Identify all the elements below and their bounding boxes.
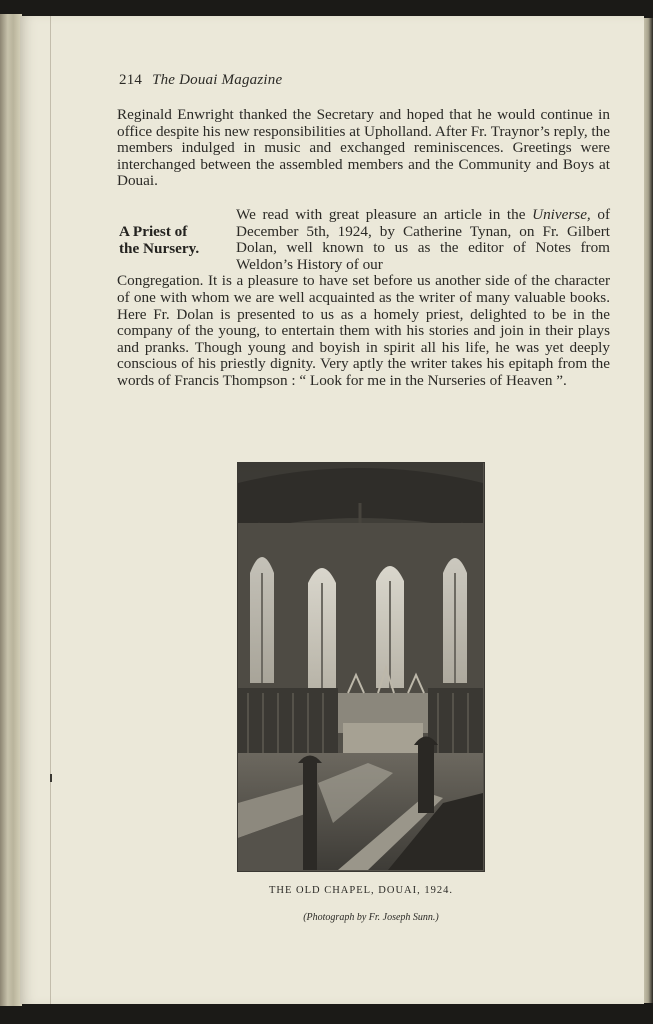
book-edge-left <box>0 14 22 1006</box>
paragraph-2-after-italic: of December 5th, 1924, by Catherine Tynan, on Fr. Gilbert Dolan, well known to us as the editor of Notes from Weldon’s History of our <box>236 206 610 273</box>
chapel-interior-image <box>238 463 483 870</box>
paragraph-2-indented <box>236 207 610 273</box>
paragraph-2-rest: Congregation. It is a pleasure to have set before us another side of the character of one with whom we are well acquainted as the writer of many valuable books. Here Fr. Dolan is presented to us as a homely priest, delighted to be in the company of the young, to entertain them with his stories and join in their plays and pranks. Though young and boyish in spirit all his life, he was yet deeply conscious of his priestly dignity. Very aptly the writer takes his epitaph from the words of Francis Thompson : “ Look for me in the Nurseries of Heaven ”. <box>117 272 610 389</box>
paragraph-2-lead: We read with great pleasure an article in the <box>236 206 526 223</box>
photo-credit: (Photograph by Fr. Joseph Sunn.) <box>303 912 439 923</box>
sidenote-line-2: the Nursery. <box>119 240 200 257</box>
paragraph-2 <box>117 207 610 390</box>
page-number: 214 <box>119 72 143 88</box>
journal-title: The Douai Magazine <box>152 72 283 88</box>
running-head <box>119 72 282 89</box>
page-gutter <box>50 16 51 1004</box>
ink-speck <box>50 774 52 782</box>
sidenote-line-1: A Priest of <box>119 223 188 240</box>
chapel-photograph <box>237 462 485 872</box>
paragraph-1: Reginald Enwright thanked the Secretary and hoped that he would continue in office despite his new responsibilities at Upholland. After Fr. Traynor’s reply, the members indulged in music and exchanged reminiscences. Greetings were interchanged between the assembled members and the Community and Boys at Douai. <box>117 106 610 190</box>
figure-caption: THE OLD CHAPEL, DOUAI, 1924. <box>268 885 454 896</box>
newspaper-title: Universe, <box>532 206 591 223</box>
